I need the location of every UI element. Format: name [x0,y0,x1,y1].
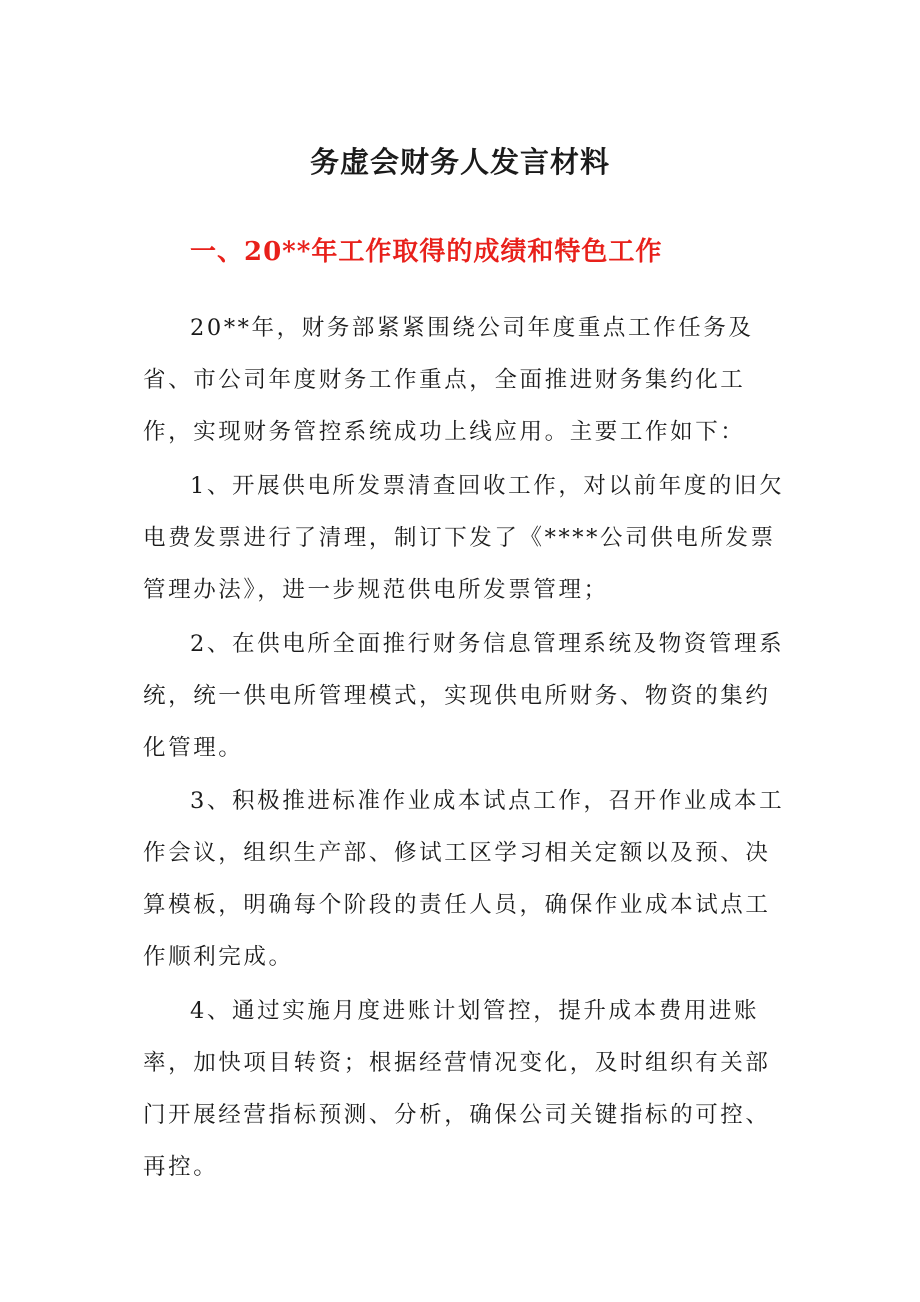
section-heading: 一、20**年工作取得的成绩和特色工作 [190,237,663,267]
paragraph-item-3: 3、积极推进标准作业成本试点工作，召开作业成本工作会议，组织生产部、修试工区学习相关定额以及预、决算模板，明确每个阶段的责任人员，确保作业成本试点工作顺利完成。 [143,788,785,970]
paragraph-item-1: 1、开展供电所发票清查回收工作，对以前年度的旧欠电费发票进行了清理，制订下发了《****公司供电所发票管理办法》，进一步规范供电所发票管理； [143,473,785,603]
intro-paragraph: 20**年，财务部紧紧围绕公司年度重点工作任务及省、市公司年度财务工作重点，全面推进财务集约化工作，实现财务管控系统成功上线应用。主要工作如下： [143,315,754,445]
paragraph-item-2: 2、在供电所全面推行财务信息管理系统及物资管理系统，统一供电所管理模式，实现供电所财务、物资的集约化管理。 [143,631,785,761]
document-title: 务虚会财务人发言材料 [309,145,610,179]
paragraph-item-4: 4、通过实施月度进账计划管控，提升成本费用进账率，加快项目转资；根据经营情况变化，及时组织有关部门开展经营指标预测、分析，确保公司关键指标的可控、再控。 [143,998,771,1180]
